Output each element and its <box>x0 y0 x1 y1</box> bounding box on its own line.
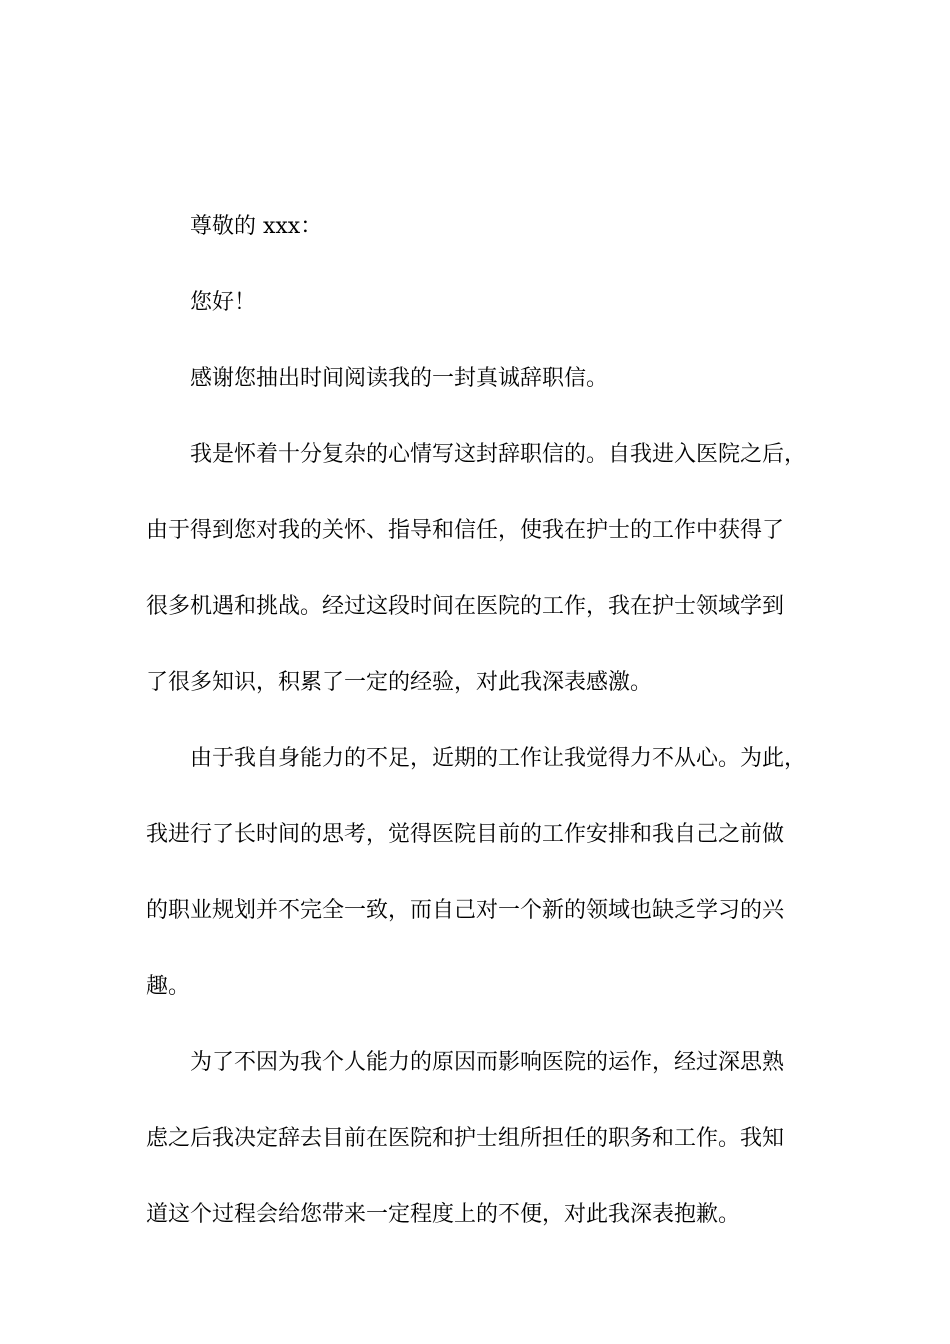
paragraph-line: 我是怀着十分复杂的心情写这封辞职信的。自我进入医院之后， <box>190 442 807 467</box>
paragraph-line: 很多机遇和挑战。经过这段时间在医院的工作，我在护士领域学到 <box>146 594 785 619</box>
paragraph-reason <box>146 733 810 1037</box>
paragraph-line: 了很多知识，积累了一定的经验，对此我深表感激。 <box>146 670 653 695</box>
paragraph-line: 我进行了长时间的思考，觉得医院目前的工作安排和我自己之前做 <box>146 822 785 847</box>
paragraph-decision <box>146 1037 810 1265</box>
paragraph-line: 感谢您抽出时间阅读我的一封真诚辞职信。 <box>190 366 609 391</box>
paragraph-line: 道这个过程会给您带来一定程度上的不便，对此我深表抱歉。 <box>146 1202 741 1227</box>
paragraph-background <box>146 429 810 733</box>
paragraph-line: 虑之后我决定辞去目前在医院和护士组所担任的职务和工作。我知 <box>146 1126 785 1151</box>
paragraph-line: 由于得到您对我的关怀、指导和信任，使我在护士的工作中获得了 <box>146 518 785 543</box>
paragraph-line: 趣。 <box>146 974 191 999</box>
paragraph-line: 的职业规划并不完全一致，而自己对一个新的领域也缺乏学习的兴 <box>146 898 785 923</box>
greeting: 您好！ <box>190 290 257 315</box>
paragraph-thanks <box>146 353 810 429</box>
resignation-letter-body <box>146 201 810 1265</box>
salutation: 尊敬的 xxx： <box>190 214 323 239</box>
paragraph-line: 由于我自身能力的不足，近期的工作让我觉得力不从心。为此， <box>190 746 807 771</box>
paragraph-line: 为了不因为我个人能力的原因而影响医院的运作，经过深思熟 <box>190 1050 785 1075</box>
